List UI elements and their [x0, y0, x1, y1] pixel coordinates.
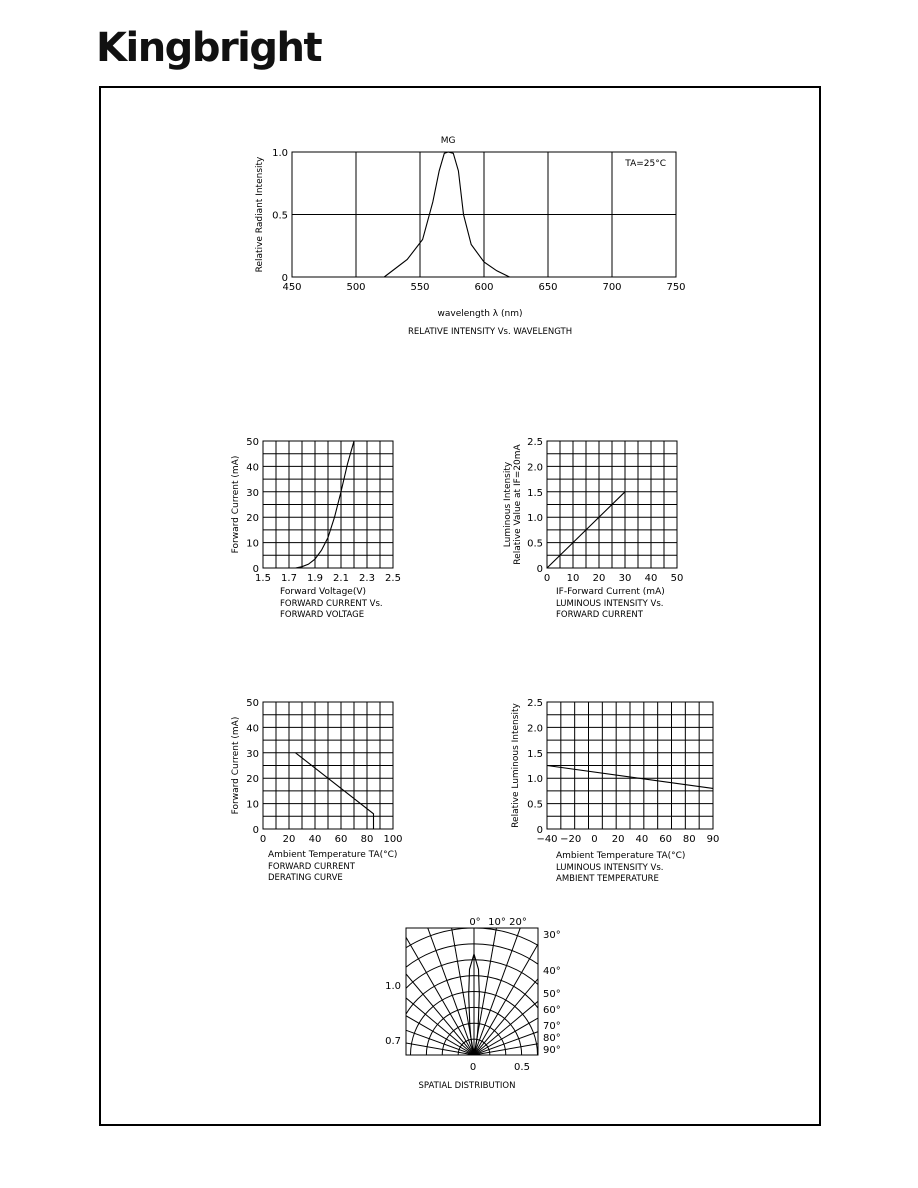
derating-y-tick-label: 10 [246, 799, 259, 811]
iv-x-tick-label: 2.1 [333, 573, 349, 584]
iv-y-tick-label: 40 [246, 462, 259, 474]
derating-x-tick-label: 100 [383, 834, 403, 845]
lum-temp-caption-line: LUMINOUS INTENSITY Vs. [556, 863, 664, 873]
spatial-angle-label-right: 90° [543, 1045, 561, 1056]
lum-temp-x-tick-label: 60 [659, 834, 672, 845]
iv-y-tick-label: 50 [246, 437, 259, 448]
lum-temp-y-tick-label: 1.5 [527, 748, 543, 760]
derating-caption-line: DERATING CURVE [268, 873, 343, 883]
iv-caption-line: FORWARD CURRENT Vs. [280, 599, 383, 609]
lum-temp-x-axis-label: Ambient Temperature TA(°C) [556, 851, 686, 861]
iv-x-tick-label: 1.5 [255, 573, 271, 584]
iv-chart [231, 437, 401, 620]
iv-x-axis-label: Forward Voltage(V) [280, 587, 366, 597]
lum-current-y-tick-label: 1.0 [527, 513, 543, 525]
lum-current-x-tick-label: 20 [592, 573, 606, 584]
spatial-angle-label-right: 70° [543, 1021, 561, 1032]
lum-current-y-tick-label: 2.0 [527, 462, 543, 474]
lum-temp-y-tick-label: 2.0 [527, 723, 543, 735]
derating-x-tick-label: 0 [259, 834, 267, 845]
spatial-angle-label-right: 40° [543, 966, 561, 977]
iv-y-tick-label: 0 [252, 564, 259, 575]
derating-caption-line: FORWARD CURRENT [268, 862, 355, 872]
spatial-grid [274, 855, 674, 1182]
wavelength-x-tick-label: 600 [474, 282, 494, 293]
iv-y-tick-label: 30 [246, 487, 259, 499]
lum-temp-x-tick-label: 0 [591, 834, 598, 845]
wavelength-y-tick-label: 0 [281, 273, 288, 284]
iv-y-axis-label: Forward Current (mA) [231, 455, 241, 554]
lum-current-x-tick-label: 0 [543, 573, 551, 584]
lum-temp-y-tick-label: 1.0 [527, 774, 543, 786]
spatial-angle-label-right: 30° [543, 930, 561, 941]
wavelength-x-tick-label: 750 [666, 282, 686, 293]
derating-x-axis-label: Ambient Temperature TA(°C) [268, 850, 398, 860]
wavelength-temperature-annotation: TA=25°C [625, 159, 666, 169]
spatial-angle-label-top: 10° [488, 917, 506, 928]
lum-temp-x-tick-label: 40 [635, 834, 649, 845]
wavelength-caption-line: RELATIVE INTENSITY Vs. WAVELENGTH [408, 327, 573, 337]
wavelength-x-tick-label: 500 [346, 282, 366, 293]
spatial-distribution-chart [274, 855, 674, 1182]
lum-current-x-tick-label: 50 [670, 573, 684, 584]
lum-current-y-tick-label: 2.5 [527, 437, 543, 448]
lum-temp-y-tick-label: 0 [536, 825, 543, 836]
lum-temp-x-tick-label: −20 [560, 834, 582, 845]
wavelength-y-tick-label: 0.5 [272, 210, 288, 222]
derating-x-tick-label: 80 [360, 834, 374, 845]
lum-current-caption-line: FORWARD CURRENT [556, 610, 643, 620]
lum-temp-caption-line: AMBIENT TEMPERATURE [556, 874, 659, 884]
lum-current-x-axis-label: IF-Forward Current (mA) [556, 587, 665, 597]
lum-current-y-tick-label: 1.5 [527, 487, 543, 499]
spatial-radial-label: 1.0 [385, 981, 401, 992]
lum-current-y-tick-label: 0 [536, 564, 543, 575]
luminous-vs-temperature-chart [511, 698, 719, 884]
lum-current-y-axis-label: Luminous IntensityRelative Value at IF=20mA [503, 444, 523, 565]
brand-logo: Kingbright [96, 25, 322, 71]
derating-chart [231, 698, 403, 883]
wavelength-y-axis-label: Relative Radiant Intensity [255, 156, 265, 273]
lum-temp-y-tick-label: 0.5 [527, 799, 543, 811]
spatial-caption: SPATIAL DISTRIBUTION [418, 1081, 516, 1091]
lum-temp-x-tick-label: 20 [611, 834, 625, 845]
wavelength-x-tick-label: 550 [410, 282, 430, 293]
derating-x-tick-label: 40 [308, 834, 322, 845]
iv-x-tick-label: 2.3 [359, 573, 375, 584]
spatial-bottom-label: 0 [469, 1062, 477, 1073]
lum-temp-x-tick-label: 80 [682, 834, 696, 845]
spatial-angle-label-top: 20° [509, 917, 527, 928]
lum-current-caption-line: LUMINOUS INTENSITY Vs. [556, 599, 664, 609]
iv-caption-line: FORWARD VOLTAGE [280, 610, 365, 620]
wavelength-x-tick-label: 700 [602, 282, 622, 293]
spatial-radial-label: 0.7 [385, 1036, 401, 1047]
derating-x-tick-label: 60 [334, 834, 348, 845]
wavelength-y-tick-label: 1.0 [272, 148, 288, 159]
lum-temp-x-tick-label: 90 [706, 834, 720, 845]
derating-y-tick-label: 50 [246, 698, 259, 709]
spatial-angle-label-right: 80° [543, 1033, 561, 1044]
lum-temp-x-tick-label: −40 [536, 834, 558, 845]
lum-current-x-tick-label: 30 [618, 573, 632, 584]
wavelength-x-tick-label: 450 [282, 282, 302, 293]
spatial-bottom-label: 0.5 [514, 1062, 530, 1073]
derating-x-tick-label: 20 [282, 834, 296, 845]
spatial-angle-label-top: 0° [469, 917, 481, 928]
spatial-angle-label-right: 50° [543, 989, 561, 1000]
iv-x-tick-label: 2.5 [385, 573, 401, 584]
wavelength-series-label: MG [440, 136, 456, 146]
derating-y-axis-label: Forward Current (mA) [231, 716, 241, 815]
lum-temp-y-axis-label: Relative Luminous Intensity [511, 703, 521, 828]
derating-y-tick-label: 20 [246, 774, 259, 786]
spatial-angle-label-right: 60° [543, 1005, 561, 1016]
derating-y-tick-label: 0 [252, 825, 259, 836]
iv-y-tick-label: 20 [246, 513, 259, 525]
derating-y-tick-label: 30 [246, 748, 259, 760]
wavelength-x-tick-label: 650 [538, 282, 558, 293]
wavelength-chart [255, 136, 686, 337]
wavelength-x-axis-label: wavelength λ (nm) [437, 309, 523, 319]
iv-y-tick-label: 10 [246, 538, 259, 550]
iv-x-tick-label: 1.7 [281, 573, 297, 584]
lum-current-x-tick-label: 10 [566, 573, 580, 584]
iv-x-tick-label: 1.9 [307, 573, 323, 584]
lum-current-y-tick-label: 0.5 [527, 538, 543, 550]
lum-temp-y-tick-label: 2.5 [527, 698, 543, 709]
luminous-vs-current-chart [503, 437, 683, 620]
lum-current-x-tick-label: 40 [644, 573, 658, 584]
derating-y-tick-label: 40 [246, 723, 259, 735]
